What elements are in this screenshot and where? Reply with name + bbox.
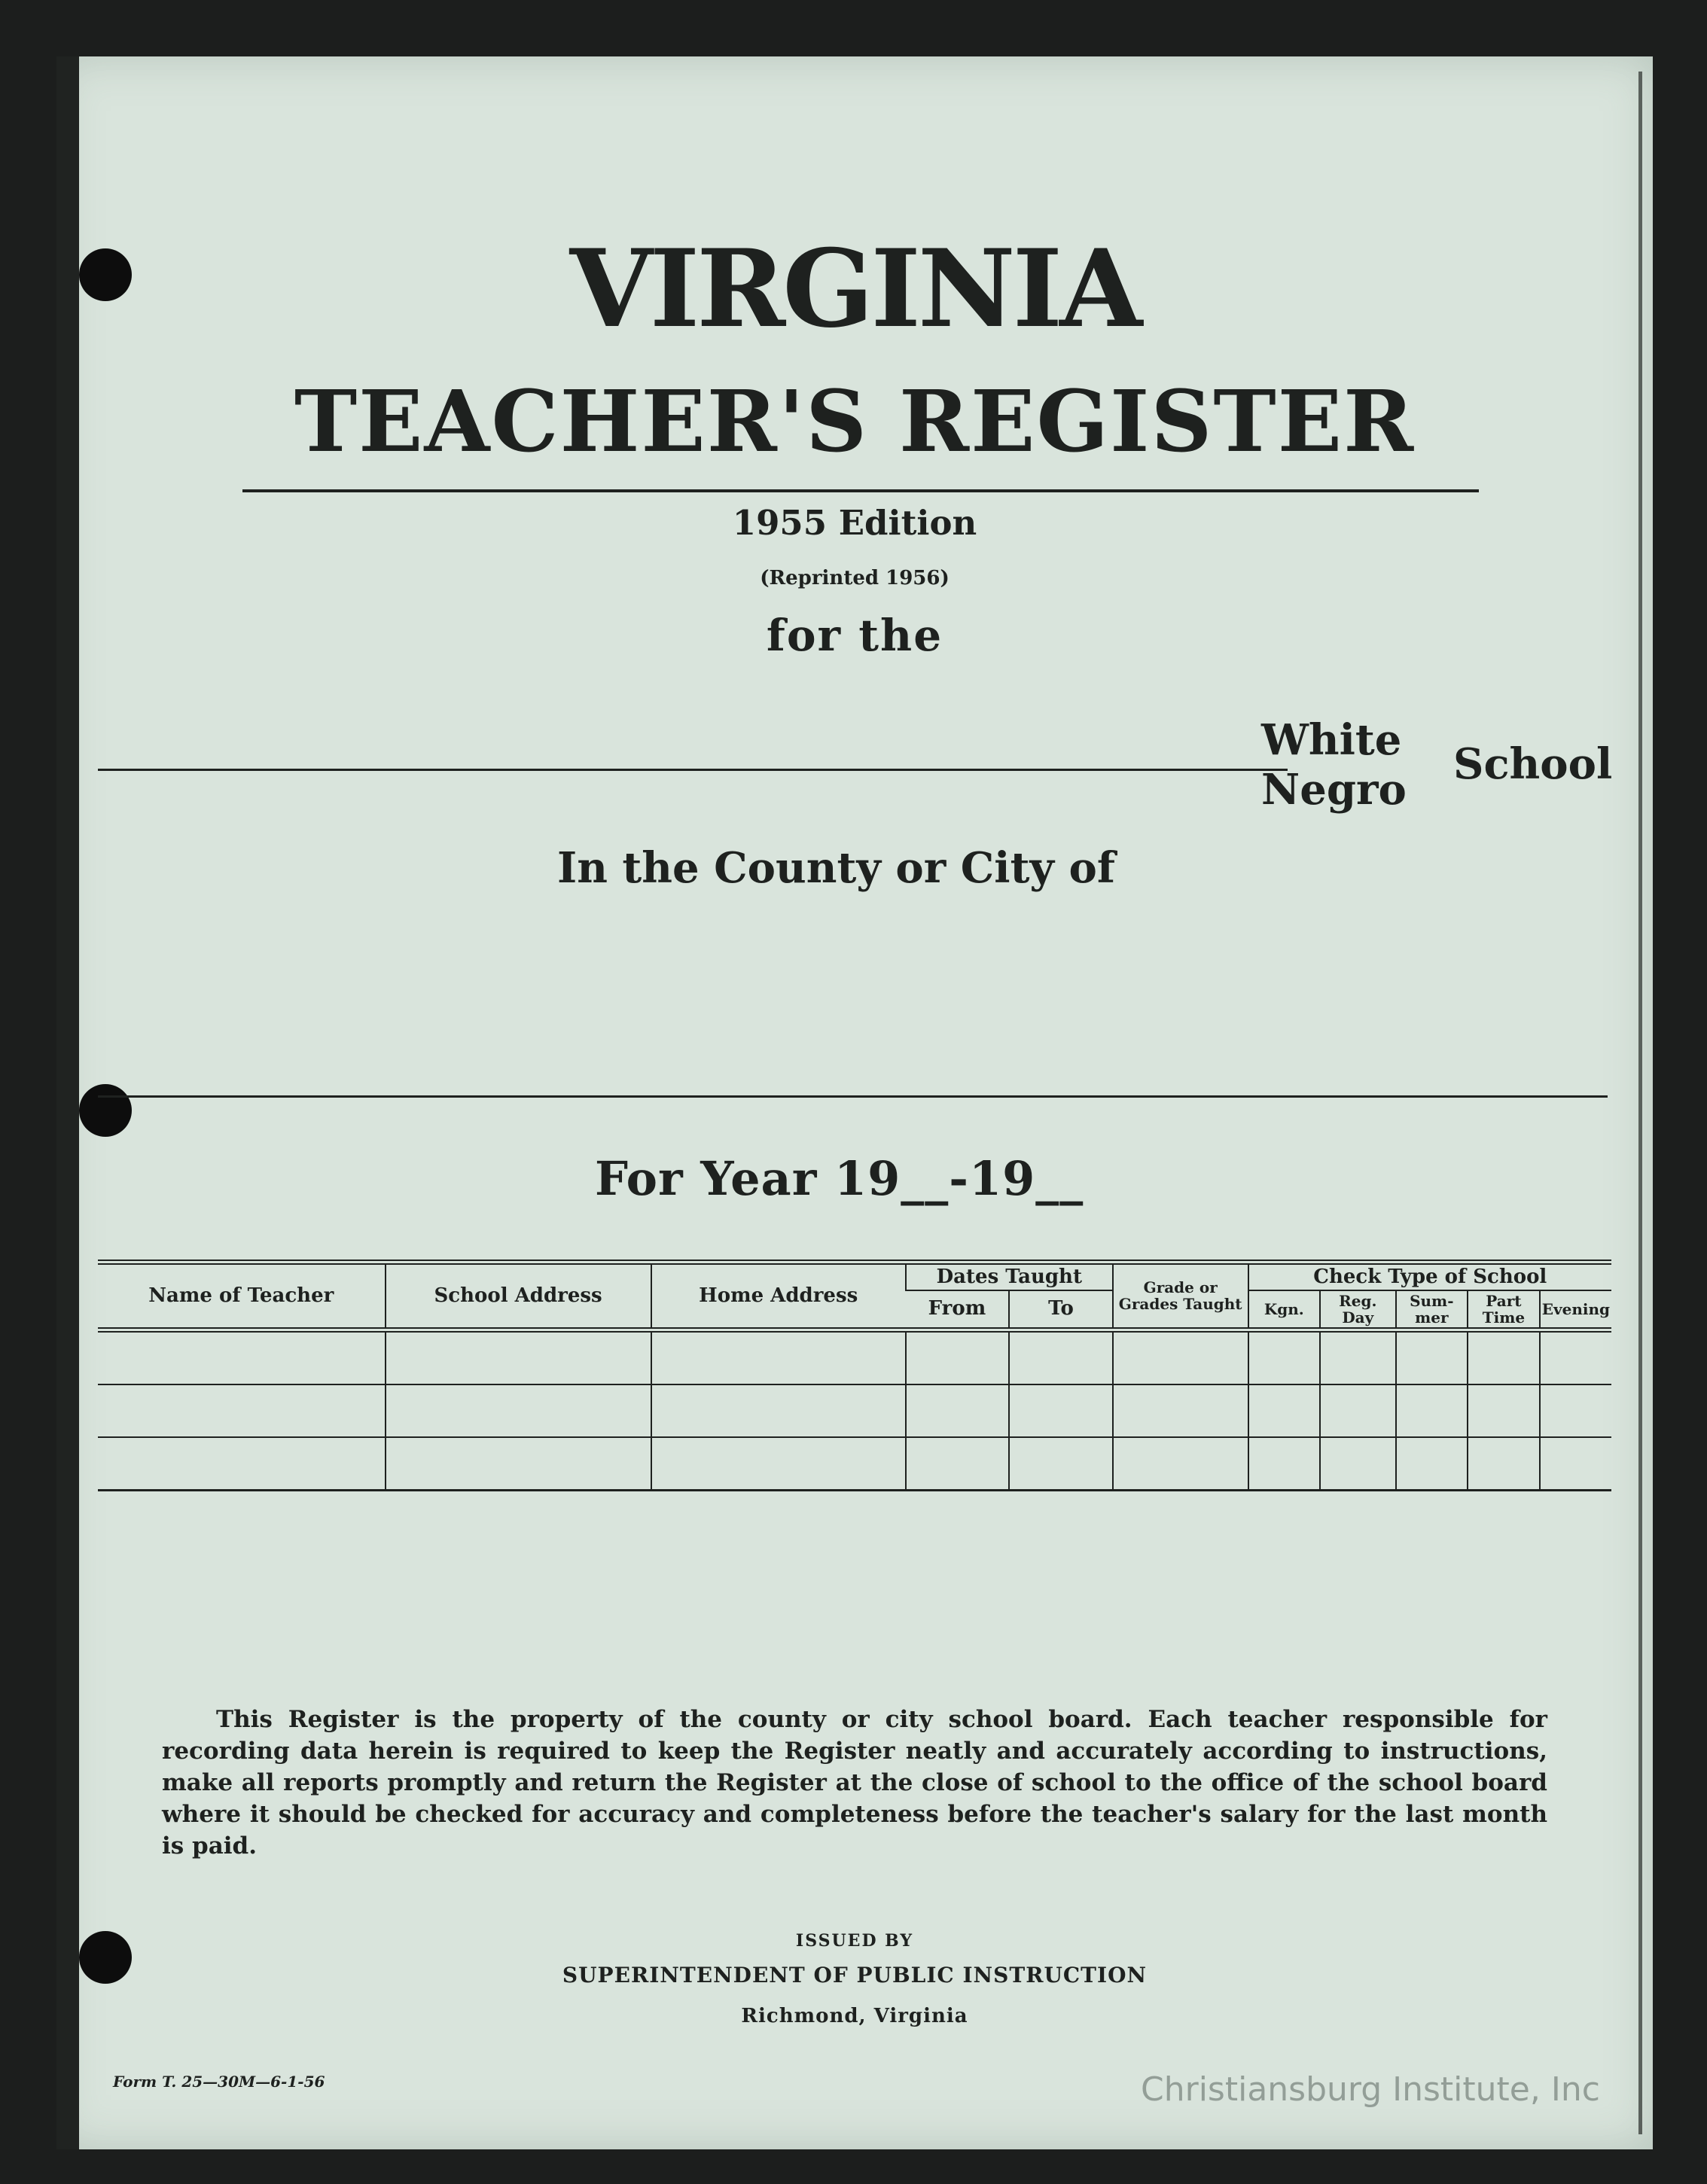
county-label: In the County or City of: [557, 843, 1115, 893]
reg-line-1: Reg.: [1339, 1291, 1377, 1310]
register-cover-page: [56, 56, 1653, 2149]
superintendent-label: SUPERINTENDENT OF PUBLIC INSTRUCTION: [562, 1963, 1148, 1988]
table-row: [98, 1330, 1611, 1384]
col-from: From: [906, 1290, 1009, 1330]
col-check-type: Check Type of School: [1248, 1263, 1611, 1290]
sum-line-2: mer: [1415, 1308, 1449, 1327]
col-to: To: [1009, 1290, 1113, 1330]
school-label: School: [1453, 739, 1613, 789]
col-evening: Evening: [1540, 1290, 1611, 1330]
part-line-1: Part: [1486, 1291, 1522, 1310]
year-label: For Year 19__-19__: [595, 1151, 1084, 1206]
title-underline: [242, 489, 1479, 492]
col-summer: [1396, 1290, 1468, 1330]
col-school-address: School Address: [386, 1263, 651, 1330]
reg-line-2: Day: [1342, 1308, 1374, 1327]
col-name-of-teacher: Name of Teacher: [148, 1284, 334, 1307]
table-row: [98, 1437, 1611, 1491]
sum-line-1: Sum-: [1410, 1291, 1454, 1310]
school-name-line: [98, 769, 1288, 771]
state-title: VIRGINIA: [569, 227, 1140, 352]
col-home-address: Home Address: [651, 1263, 906, 1330]
col-reg-day: [1320, 1290, 1395, 1330]
col-grades-taught: [1113, 1263, 1248, 1330]
punch-hole-middle: [79, 1084, 132, 1137]
grade-line-2: Grades Taught: [1118, 1295, 1242, 1314]
edition-label: 1955 Edition: [732, 503, 977, 543]
reprint-label: (Reprinted 1956): [760, 567, 950, 589]
col-kgn: Kgn.: [1248, 1290, 1321, 1330]
location-label: Richmond, Virginia: [741, 2005, 968, 2027]
teacher-table: [98, 1260, 1611, 1491]
grade-line-1: Grade or: [1143, 1278, 1218, 1297]
table-row: [98, 1384, 1611, 1437]
white-option: White: [1261, 715, 1402, 765]
col-dates-taught: Dates Taught: [906, 1263, 1113, 1290]
county-name-line: [98, 1095, 1608, 1098]
notice-text: This Register is the property of the county or city school board. Each teacher responsible for recording data herein is required to keep the Register neatly and accurately according to instructions, make all reports promptly and return the Register at the close of school to the office of the school board where it should be checked for accuracy and completeness before the teacher's salary for the last month is paid.: [162, 1706, 1547, 1860]
col-part-time: [1468, 1290, 1540, 1330]
part-line-2: Time: [1482, 1308, 1526, 1327]
watermark-text: Christiansburg Institute, Inc: [1141, 2070, 1600, 2109]
for-the-label: for the: [766, 610, 943, 661]
binding-spine: [56, 56, 79, 2149]
issued-by-label: ISSUED BY: [795, 1931, 914, 1951]
negro-option: Negro: [1261, 765, 1407, 815]
register-title: TEACHER'S REGISTER: [294, 373, 1416, 471]
notice-paragraph: [162, 1704, 1547, 1862]
form-number: Form T. 25—30M—6-1-56: [113, 2073, 325, 2091]
